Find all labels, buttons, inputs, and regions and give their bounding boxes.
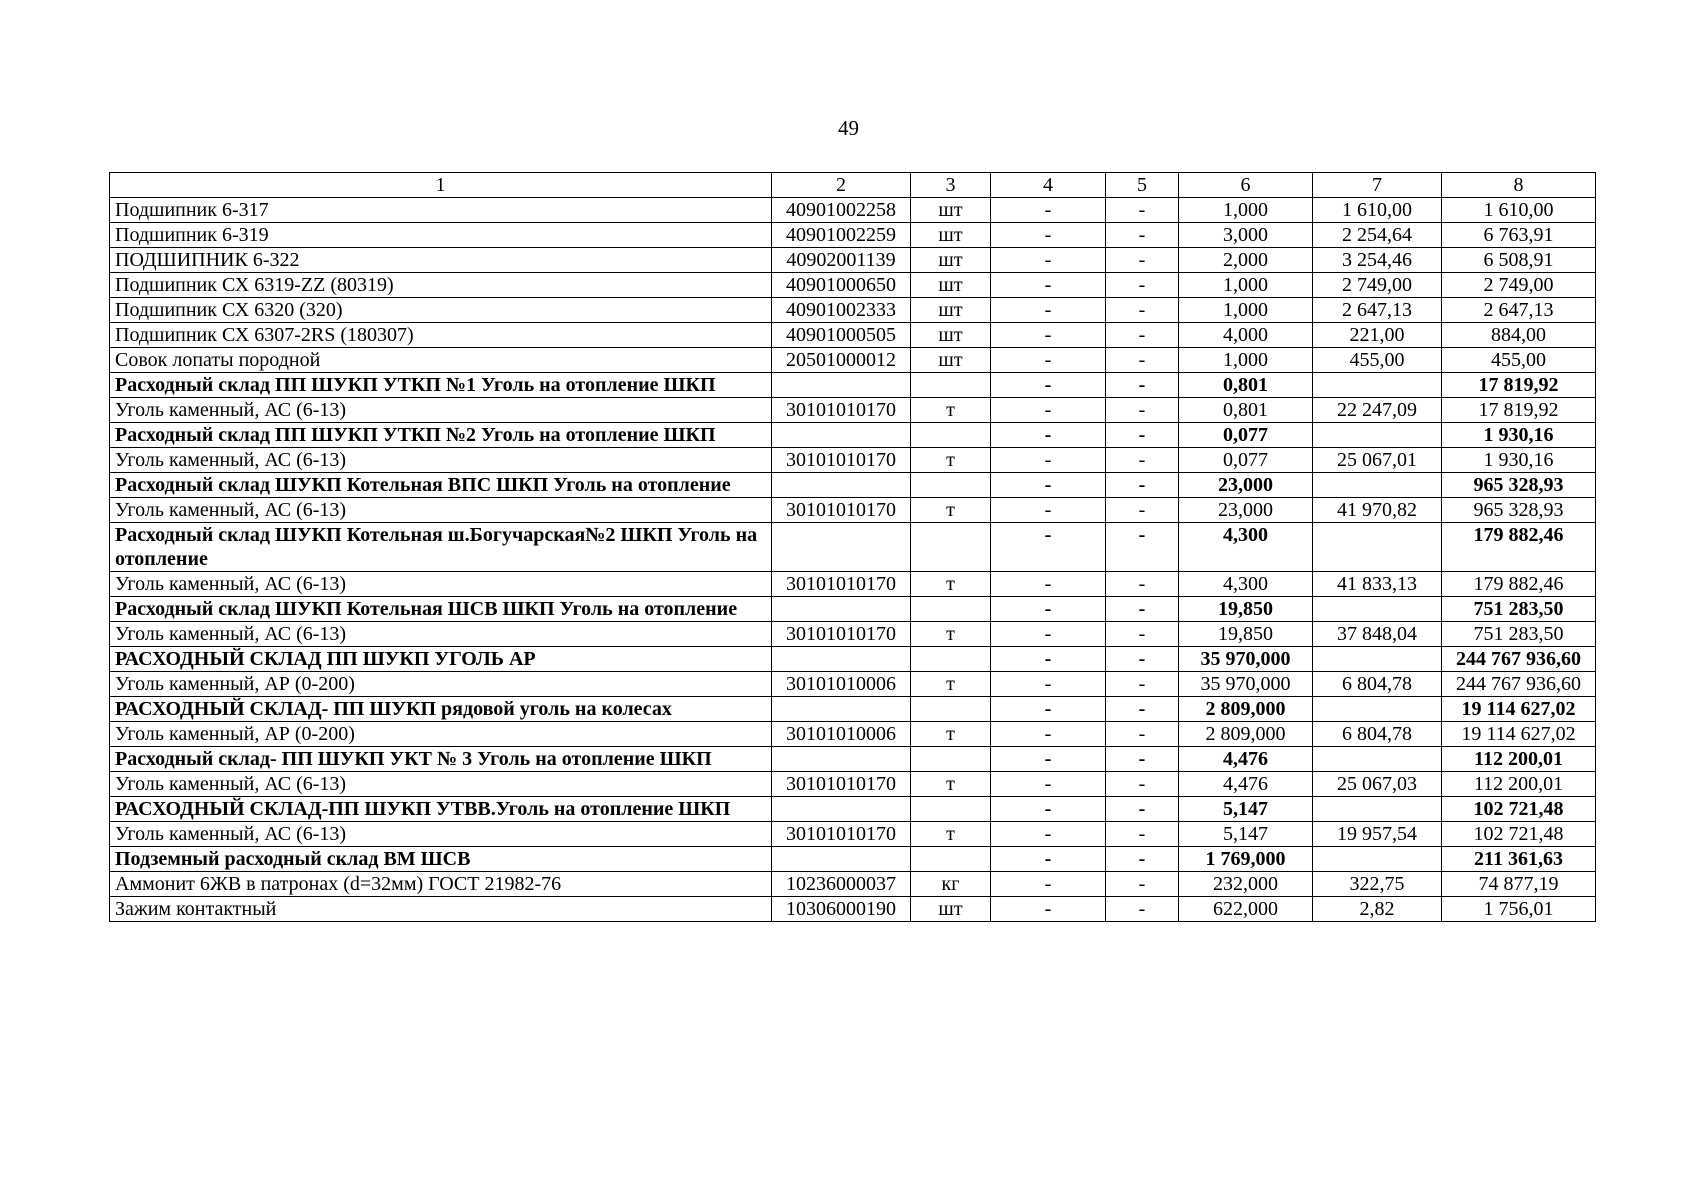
unit-cell: шт: [911, 198, 991, 223]
quantity-cell: 232,000: [1179, 872, 1313, 897]
item-code-cell: 30101010006: [772, 672, 911, 697]
item-code-cell: 30101010170: [772, 398, 911, 423]
unit-cell: [911, 647, 991, 672]
col4-cell: -: [991, 523, 1106, 572]
table-row-group: [110, 647, 1596, 672]
amount-cell: 2 749,00: [1442, 273, 1596, 298]
price-cell: 37 848,04: [1313, 622, 1442, 647]
column-header: 8: [1442, 173, 1596, 198]
item-code-cell: 40901002258: [772, 198, 911, 223]
price-cell: 25 067,03: [1313, 772, 1442, 797]
unit-cell: шт: [911, 298, 991, 323]
price-cell: 2,82: [1313, 897, 1442, 922]
column-header: 7: [1313, 173, 1442, 198]
amount-cell: 19 114 627,02: [1442, 722, 1596, 747]
price-cell: 41 970,82: [1313, 498, 1442, 523]
amount-cell: 244 767 936,60: [1442, 672, 1596, 697]
quantity-cell: 4,300: [1179, 523, 1313, 572]
column-header: 2: [772, 173, 911, 198]
unit-cell: т: [911, 772, 991, 797]
item-name-cell: Уголь каменный, АР (0-200): [110, 722, 772, 747]
item-name-cell: Подземный расходный склад ВМ ШСВ: [110, 847, 772, 872]
table-row-group: [110, 473, 1596, 498]
price-cell: 3 254,46: [1313, 248, 1442, 273]
unit-cell: т: [911, 498, 991, 523]
amount-cell: 1 930,16: [1442, 448, 1596, 473]
item-code-cell: [772, 523, 911, 572]
unit-cell: [911, 697, 991, 722]
col4-cell: -: [991, 722, 1106, 747]
price-cell: [1313, 373, 1442, 398]
page-number: 49: [838, 116, 859, 140]
table-row: [110, 298, 1596, 323]
item-code-cell: [772, 797, 911, 822]
col4-cell: -: [991, 572, 1106, 597]
price-cell: [1313, 847, 1442, 872]
col4-cell: -: [991, 647, 1106, 672]
col5-cell: -: [1106, 498, 1179, 523]
item-code-cell: [772, 423, 911, 448]
col5-cell: -: [1106, 822, 1179, 847]
amount-cell: 965 328,93: [1442, 473, 1596, 498]
table-row-group: [110, 797, 1596, 822]
table-row: [110, 323, 1596, 348]
col5-cell: -: [1106, 672, 1179, 697]
item-name-cell: Уголь каменный, АС (6-13): [110, 622, 772, 647]
quantity-cell: 1,000: [1179, 198, 1313, 223]
col5-cell: -: [1106, 872, 1179, 897]
price-cell: 322,75: [1313, 872, 1442, 897]
col4-cell: -: [991, 423, 1106, 448]
col4-cell: -: [991, 298, 1106, 323]
quantity-cell: 5,147: [1179, 822, 1313, 847]
col4-cell: -: [991, 273, 1106, 298]
table-row: [110, 872, 1596, 897]
col5-cell: -: [1106, 897, 1179, 922]
item-code-cell: [772, 473, 911, 498]
table-row-group: [110, 697, 1596, 722]
amount-cell: 179 882,46: [1442, 523, 1596, 572]
col5-cell: -: [1106, 797, 1179, 822]
quantity-cell: 19,850: [1179, 597, 1313, 622]
col4-cell: -: [991, 697, 1106, 722]
item-name-cell: Совок лопаты породной: [110, 348, 772, 373]
quantity-cell: 3,000: [1179, 223, 1313, 248]
amount-cell: 112 200,01: [1442, 747, 1596, 772]
item-code-cell: 30101010170: [772, 772, 911, 797]
amount-cell: 6 508,91: [1442, 248, 1596, 273]
unit-cell: [911, 747, 991, 772]
price-cell: [1313, 597, 1442, 622]
col5-cell: -: [1106, 772, 1179, 797]
unit-cell: [911, 797, 991, 822]
col4-cell: -: [991, 223, 1106, 248]
column-header: 1: [110, 173, 772, 198]
item-code-cell: 40901000505: [772, 323, 911, 348]
unit-cell: т: [911, 822, 991, 847]
item-code-cell: [772, 847, 911, 872]
amount-cell: 244 767 936,60: [1442, 647, 1596, 672]
unit-cell: т: [911, 672, 991, 697]
table-row: [110, 223, 1596, 248]
price-cell: 2 647,13: [1313, 298, 1442, 323]
col4-cell: -: [991, 398, 1106, 423]
amount-cell: 751 283,50: [1442, 597, 1596, 622]
price-cell: 25 067,01: [1313, 448, 1442, 473]
table-row: [110, 897, 1596, 922]
item-code-cell: [772, 697, 911, 722]
item-name-cell: РАСХОДНЫЙ СКЛАД- ПП ШУКП рядовой уголь на колесах: [110, 697, 772, 722]
col4-cell: -: [991, 622, 1106, 647]
col4-cell: -: [991, 822, 1106, 847]
quantity-cell: 0,077: [1179, 423, 1313, 448]
item-name-cell: Уголь каменный, АС (6-13): [110, 448, 772, 473]
quantity-cell: 5,147: [1179, 797, 1313, 822]
unit-cell: шт: [911, 348, 991, 373]
col5-cell: -: [1106, 747, 1179, 772]
amount-cell: 17 819,92: [1442, 398, 1596, 423]
col5-cell: -: [1106, 373, 1179, 398]
item-code-cell: 10236000037: [772, 872, 911, 897]
amount-cell: 102 721,48: [1442, 822, 1596, 847]
quantity-cell: 0,801: [1179, 398, 1313, 423]
col4-cell: -: [991, 797, 1106, 822]
amount-cell: 751 283,50: [1442, 622, 1596, 647]
unit-cell: [911, 473, 991, 498]
col4-cell: -: [991, 672, 1106, 697]
table-row: [110, 198, 1596, 223]
item-code-cell: 30101010006: [772, 722, 911, 747]
item-code-cell: 20501000012: [772, 348, 911, 373]
item-name-cell: Уголь каменный, АС (6-13): [110, 772, 772, 797]
item-name-cell: Расходный склад ШУКП Котельная ш.Богучарская№2 ШКП Уголь на отопление: [110, 523, 772, 572]
table-row: [110, 398, 1596, 423]
item-code-cell: [772, 597, 911, 622]
col4-cell: -: [991, 847, 1106, 872]
amount-cell: 211 361,63: [1442, 847, 1596, 872]
item-code-cell: 40902001139: [772, 248, 911, 273]
table-row: [110, 498, 1596, 523]
item-code-cell: [772, 647, 911, 672]
item-code-cell: 40901002333: [772, 298, 911, 323]
quantity-cell: 1,000: [1179, 348, 1313, 373]
item-name-cell: Уголь каменный, АС (6-13): [110, 498, 772, 523]
item-name-cell: РАСХОДНЫЙ СКЛАД ПП ШУКП УГОЛЬ АР: [110, 647, 772, 672]
quantity-cell: 19,850: [1179, 622, 1313, 647]
inventory-table: [109, 172, 1596, 922]
item-name-cell: Уголь каменный, АР (0-200): [110, 672, 772, 697]
amount-cell: 102 721,48: [1442, 797, 1596, 822]
amount-cell: 965 328,93: [1442, 498, 1596, 523]
table-row-group: [110, 747, 1596, 772]
item-name-cell: РАСХОДНЫЙ СКЛАД-ПП ШУКП УТВВ.Уголь на отопление ШКП: [110, 797, 772, 822]
col5-cell: -: [1106, 273, 1179, 298]
col5-cell: -: [1106, 423, 1179, 448]
item-code-cell: 40901000650: [772, 273, 911, 298]
col4-cell: -: [991, 747, 1106, 772]
col5-cell: -: [1106, 647, 1179, 672]
quantity-cell: 35 970,000: [1179, 672, 1313, 697]
quantity-cell: 2 809,000: [1179, 722, 1313, 747]
col5-cell: -: [1106, 448, 1179, 473]
table-row: [110, 722, 1596, 747]
quantity-cell: 4,300: [1179, 572, 1313, 597]
col4-cell: -: [991, 597, 1106, 622]
col4-cell: -: [991, 498, 1106, 523]
unit-cell: [911, 373, 991, 398]
col5-cell: -: [1106, 597, 1179, 622]
col5-cell: -: [1106, 697, 1179, 722]
table-row: [110, 248, 1596, 273]
amount-cell: 1 610,00: [1442, 198, 1596, 223]
col5-cell: -: [1106, 722, 1179, 747]
unit-cell: [911, 847, 991, 872]
price-cell: 221,00: [1313, 323, 1442, 348]
amount-cell: 2 647,13: [1442, 298, 1596, 323]
item-name-cell: Уголь каменный, АС (6-13): [110, 398, 772, 423]
item-name-cell: Расходный склад ШУКП Котельная ШСВ ШКП Уголь на отопление: [110, 597, 772, 622]
col4-cell: -: [991, 248, 1106, 273]
unit-cell: шт: [911, 323, 991, 348]
table-row: [110, 822, 1596, 847]
item-code-cell: [772, 747, 911, 772]
amount-cell: 1 756,01: [1442, 897, 1596, 922]
item-code-cell: 30101010170: [772, 448, 911, 473]
unit-cell: шт: [911, 273, 991, 298]
col4-cell: -: [991, 323, 1106, 348]
item-name-cell: Подшипник СХ 6319-ZZ (80319): [110, 273, 772, 298]
unit-cell: т: [911, 572, 991, 597]
item-code-cell: 30101010170: [772, 572, 911, 597]
col4-cell: -: [991, 373, 1106, 398]
price-cell: [1313, 473, 1442, 498]
col4-cell: -: [991, 897, 1106, 922]
item-name-cell: Расходный склад ШУКП Котельная ВПС ШКП Уголь на отопление: [110, 473, 772, 498]
table-row: [110, 572, 1596, 597]
item-name-cell: Расходный склад ПП ШУКП УТКП №2 Уголь на отопление ШКП: [110, 423, 772, 448]
price-cell: 455,00: [1313, 348, 1442, 373]
item-code-cell: 10306000190: [772, 897, 911, 922]
price-cell: 2 254,64: [1313, 223, 1442, 248]
column-header: 5: [1106, 173, 1179, 198]
price-cell: 6 804,78: [1313, 672, 1442, 697]
unit-cell: т: [911, 622, 991, 647]
unit-cell: [911, 423, 991, 448]
col5-cell: -: [1106, 622, 1179, 647]
unit-cell: шт: [911, 897, 991, 922]
table-header-row: [110, 173, 1596, 198]
col5-cell: -: [1106, 248, 1179, 273]
quantity-cell: 2 809,000: [1179, 697, 1313, 722]
price-cell: [1313, 697, 1442, 722]
quantity-cell: 23,000: [1179, 473, 1313, 498]
table-row-group: [110, 423, 1596, 448]
quantity-cell: 1,000: [1179, 273, 1313, 298]
col5-cell: -: [1106, 572, 1179, 597]
col5-cell: -: [1106, 198, 1179, 223]
item-code-cell: 40901002259: [772, 223, 911, 248]
price-cell: 1 610,00: [1313, 198, 1442, 223]
quantity-cell: 4,476: [1179, 772, 1313, 797]
price-cell: 6 804,78: [1313, 722, 1442, 747]
item-code-cell: 30101010170: [772, 622, 911, 647]
item-code-cell: [772, 373, 911, 398]
table-row: [110, 273, 1596, 298]
unit-cell: т: [911, 398, 991, 423]
unit-cell: [911, 597, 991, 622]
quantity-cell: 622,000: [1179, 897, 1313, 922]
amount-cell: 19 114 627,02: [1442, 697, 1596, 722]
unit-cell: кг: [911, 872, 991, 897]
quantity-cell: 23,000: [1179, 498, 1313, 523]
col4-cell: -: [991, 448, 1106, 473]
table-row: [110, 672, 1596, 697]
table-row: [110, 772, 1596, 797]
item-code-cell: 30101010170: [772, 498, 911, 523]
item-name-cell: Подшипник 6-317: [110, 198, 772, 223]
quantity-cell: 4,476: [1179, 747, 1313, 772]
table-row: [110, 348, 1596, 373]
item-name-cell: Подшипник СХ 6320 (320): [110, 298, 772, 323]
price-cell: 22 247,09: [1313, 398, 1442, 423]
col4-cell: -: [991, 348, 1106, 373]
item-name-cell: Расходный склад ПП ШУКП УТКП №1 Уголь на отопление ШКП: [110, 373, 772, 398]
table-row: [110, 448, 1596, 473]
unit-cell: т: [911, 722, 991, 747]
unit-cell: шт: [911, 248, 991, 273]
quantity-cell: 0,801: [1179, 373, 1313, 398]
item-name-cell: ПОДШИПНИК 6-322: [110, 248, 772, 273]
table-row: [110, 622, 1596, 647]
price-cell: 41 833,13: [1313, 572, 1442, 597]
item-name-cell: Уголь каменный, АС (6-13): [110, 822, 772, 847]
col5-cell: -: [1106, 298, 1179, 323]
amount-cell: 179 882,46: [1442, 572, 1596, 597]
column-header: 4: [991, 173, 1106, 198]
quantity-cell: 4,000: [1179, 323, 1313, 348]
unit-cell: шт: [911, 223, 991, 248]
table-row-group: [110, 597, 1596, 622]
quantity-cell: 2,000: [1179, 248, 1313, 273]
quantity-cell: 35 970,000: [1179, 647, 1313, 672]
quantity-cell: 0,077: [1179, 448, 1313, 473]
quantity-cell: 1,000: [1179, 298, 1313, 323]
amount-cell: 6 763,91: [1442, 223, 1596, 248]
unit-cell: т: [911, 448, 991, 473]
table-row-group: [110, 847, 1596, 872]
item-code-cell: 30101010170: [772, 822, 911, 847]
table-row-group: [110, 373, 1596, 398]
amount-cell: 112 200,01: [1442, 772, 1596, 797]
amount-cell: 74 877,19: [1442, 872, 1596, 897]
column-header: 3: [911, 173, 991, 198]
col5-cell: -: [1106, 223, 1179, 248]
price-cell: [1313, 797, 1442, 822]
item-name-cell: Подшипник СХ 6307-2RS (180307): [110, 323, 772, 348]
price-cell: [1313, 523, 1442, 572]
col5-cell: -: [1106, 523, 1179, 572]
amount-cell: 1 930,16: [1442, 423, 1596, 448]
item-name-cell: Подшипник 6-319: [110, 223, 772, 248]
col5-cell: -: [1106, 473, 1179, 498]
item-name-cell: Зажим контактный: [110, 897, 772, 922]
item-name-cell: Расходный склад- ПП ШУКП УКТ № 3 Уголь на отопление ШКП: [110, 747, 772, 772]
column-header: 6: [1179, 173, 1313, 198]
amount-cell: 17 819,92: [1442, 373, 1596, 398]
price-cell: [1313, 747, 1442, 772]
col5-cell: -: [1106, 847, 1179, 872]
amount-cell: 455,00: [1442, 348, 1596, 373]
col4-cell: -: [991, 772, 1106, 797]
price-cell: [1313, 647, 1442, 672]
col4-cell: -: [991, 872, 1106, 897]
price-cell: [1313, 423, 1442, 448]
unit-cell: [911, 523, 991, 572]
col4-cell: -: [991, 473, 1106, 498]
table-row-group: [110, 523, 1596, 572]
col5-cell: -: [1106, 398, 1179, 423]
col5-cell: -: [1106, 323, 1179, 348]
price-cell: 19 957,54: [1313, 822, 1442, 847]
item-name-cell: Уголь каменный, АС (6-13): [110, 572, 772, 597]
quantity-cell: 1 769,000: [1179, 847, 1313, 872]
col4-cell: -: [991, 198, 1106, 223]
col5-cell: -: [1106, 348, 1179, 373]
amount-cell: 884,00: [1442, 323, 1596, 348]
price-cell: 2 749,00: [1313, 273, 1442, 298]
item-name-cell: Аммонит 6ЖВ в патронах (d=32мм) ГОСТ 21982-76: [110, 872, 772, 897]
